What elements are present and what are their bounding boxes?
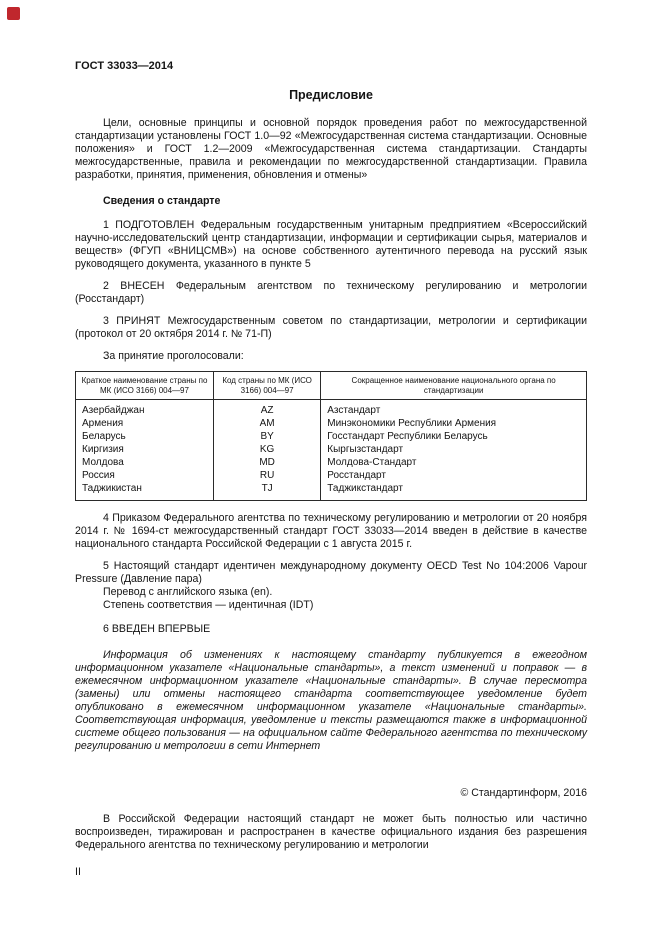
- foreword-item-4: 4 Приказом Федерального агентства по техническому регулированию и метрологии от 20 ноября 2014 г. № 1694-ст межгосударственный стандарт ГОСТ 33033—2014 введен в действие в качестве национального стандарта Российской Федерации с 1 августа 2015 г.: [75, 512, 587, 550]
- table-row: [76, 430, 587, 443]
- foreword-item-5: 5 Настоящий стандарт идентичен международному документу OECD Test No 104:2006 Vapour Pressure (Давление пара): [75, 560, 587, 585]
- foreword-item-2: 2 ВНЕСЕН Федеральным агентством по техническому регулированию и метрологии (Росстандарт): [75, 280, 587, 305]
- table-header-row: [76, 372, 587, 400]
- foreword-item-6: 6 ВВЕДЕН ВПЕРВЫЕ: [103, 623, 211, 635]
- table-row: [76, 417, 587, 430]
- org-cell: Госстандарт Республики Беларусь: [321, 430, 587, 443]
- country-cell: Киргизия: [82, 444, 124, 455]
- org-cell: Молдова-Стандарт: [321, 456, 587, 469]
- document-page: [75, 60, 587, 878]
- page-title: Предисловие: [289, 88, 373, 102]
- table-row: [76, 456, 587, 469]
- vote-line: За принятие проголосовали:: [103, 350, 244, 362]
- changes-notice: Информация об изменениях к настоящему стандарту публикуется в ежегодном информационном указателе «Национальные стандарты», а текст изменений и поправок — в ежемесячном информационном указателе «Национальные стандарты». В случае пересмотра (замены) или отмены настоящего стандарта соответствующее уведомление будет опубликовано в ежемесячном информационном указателе «Национальные стандарты». Соответствующая информация, уведомление и тексты размещаются также в информационной системе общего пользования — на официальном сайте Федерального агентства по техническому регулированию и метрологии в сети Интернет: [75, 649, 587, 752]
- country-cell: Беларусь: [82, 431, 126, 442]
- code-cell: AZ: [213, 400, 320, 418]
- foreword-item-3: 3 ПРИНЯТ Межгосударственным советом по стандартизации, метрологии и сертификации (протокол от 20 октября 2014 г. № 71-П): [75, 315, 587, 340]
- table-row: [76, 469, 587, 482]
- page-number: II: [75, 866, 81, 878]
- code-cell: AM: [213, 417, 320, 430]
- country-cell: Таджикистан: [82, 483, 142, 494]
- country-cell: Армения: [82, 418, 124, 429]
- code-cell: RU: [213, 469, 320, 482]
- org-cell: Таджикстандарт: [321, 482, 587, 501]
- country-cell: Азербайджан: [82, 405, 145, 416]
- vote-table: [75, 371, 587, 501]
- table-row: [76, 400, 587, 418]
- org-cell: Кыргызстандарт: [321, 443, 587, 456]
- foreword-item-1: 1 ПОДГОТОВЛЕН Федеральным государственным унитарным предприятием «Всероссийский научно-исследовательский центр стандартизации, информации и сертификации сырья, материалов и веществ» (ФГУП «ВНИЦСМВ») на основе собственного аутентичного перевода на русский язык руководящего документа, указанного в пункте 5: [75, 219, 587, 270]
- corner-marker: [7, 7, 20, 20]
- code-cell: TJ: [213, 482, 320, 501]
- table-row: [76, 482, 587, 501]
- country-cell: Россия: [82, 470, 115, 481]
- foreword-item-5-translation: Перевод с английского языка (en).: [103, 586, 273, 598]
- intro-paragraph: Цели, основные принципы и основной порядок проведения работ по межгосударственной стандартизации установлены ГОСТ 1.0—92 «Межгосударственная система стандартизации. Основные положения» и ГОСТ 1.2—2009 «Межгосударственная система стандартизации. Стандарты межгосударственные, правила и рекомендации по межгосударственной стандартизации. Правила разработки, принятия, применения, обновления и отмены»: [75, 117, 587, 181]
- code-cell: BY: [213, 430, 320, 443]
- table-header-country: Краткое наименование страны по МК (ИСО 3166) 004—97: [76, 372, 214, 400]
- doc-number: ГОСТ 33033—2014: [75, 60, 174, 72]
- org-cell: Азстандарт: [321, 400, 587, 418]
- table-header-org: Сокращенное наименование национального органа по стандартизации: [321, 372, 587, 400]
- code-cell: MD: [213, 456, 320, 469]
- copyright-line: © Стандартинформ, 2016: [460, 787, 587, 799]
- table-header-code: Код страны по МК (ИСО 3166) 004—97: [213, 372, 320, 400]
- info-section-heading: Сведения о стандарте: [103, 195, 221, 207]
- org-cell: Минэкономики Республики Армения: [321, 417, 587, 430]
- code-cell: KG: [213, 443, 320, 456]
- reproduction-restriction: В Российской Федерации настоящий стандарт не может быть полностью или частично воспроизведен, тиражирован и распространен в качестве официального издания без разрешения Федерального агентства по техническому регулированию и метрологии: [75, 813, 587, 851]
- org-cell: Росстандарт: [321, 469, 587, 482]
- table-row: [76, 443, 587, 456]
- country-cell: Молдова: [82, 457, 124, 468]
- foreword-item-5-idt: Степень соответствия — идентичная (IDT): [103, 599, 314, 611]
